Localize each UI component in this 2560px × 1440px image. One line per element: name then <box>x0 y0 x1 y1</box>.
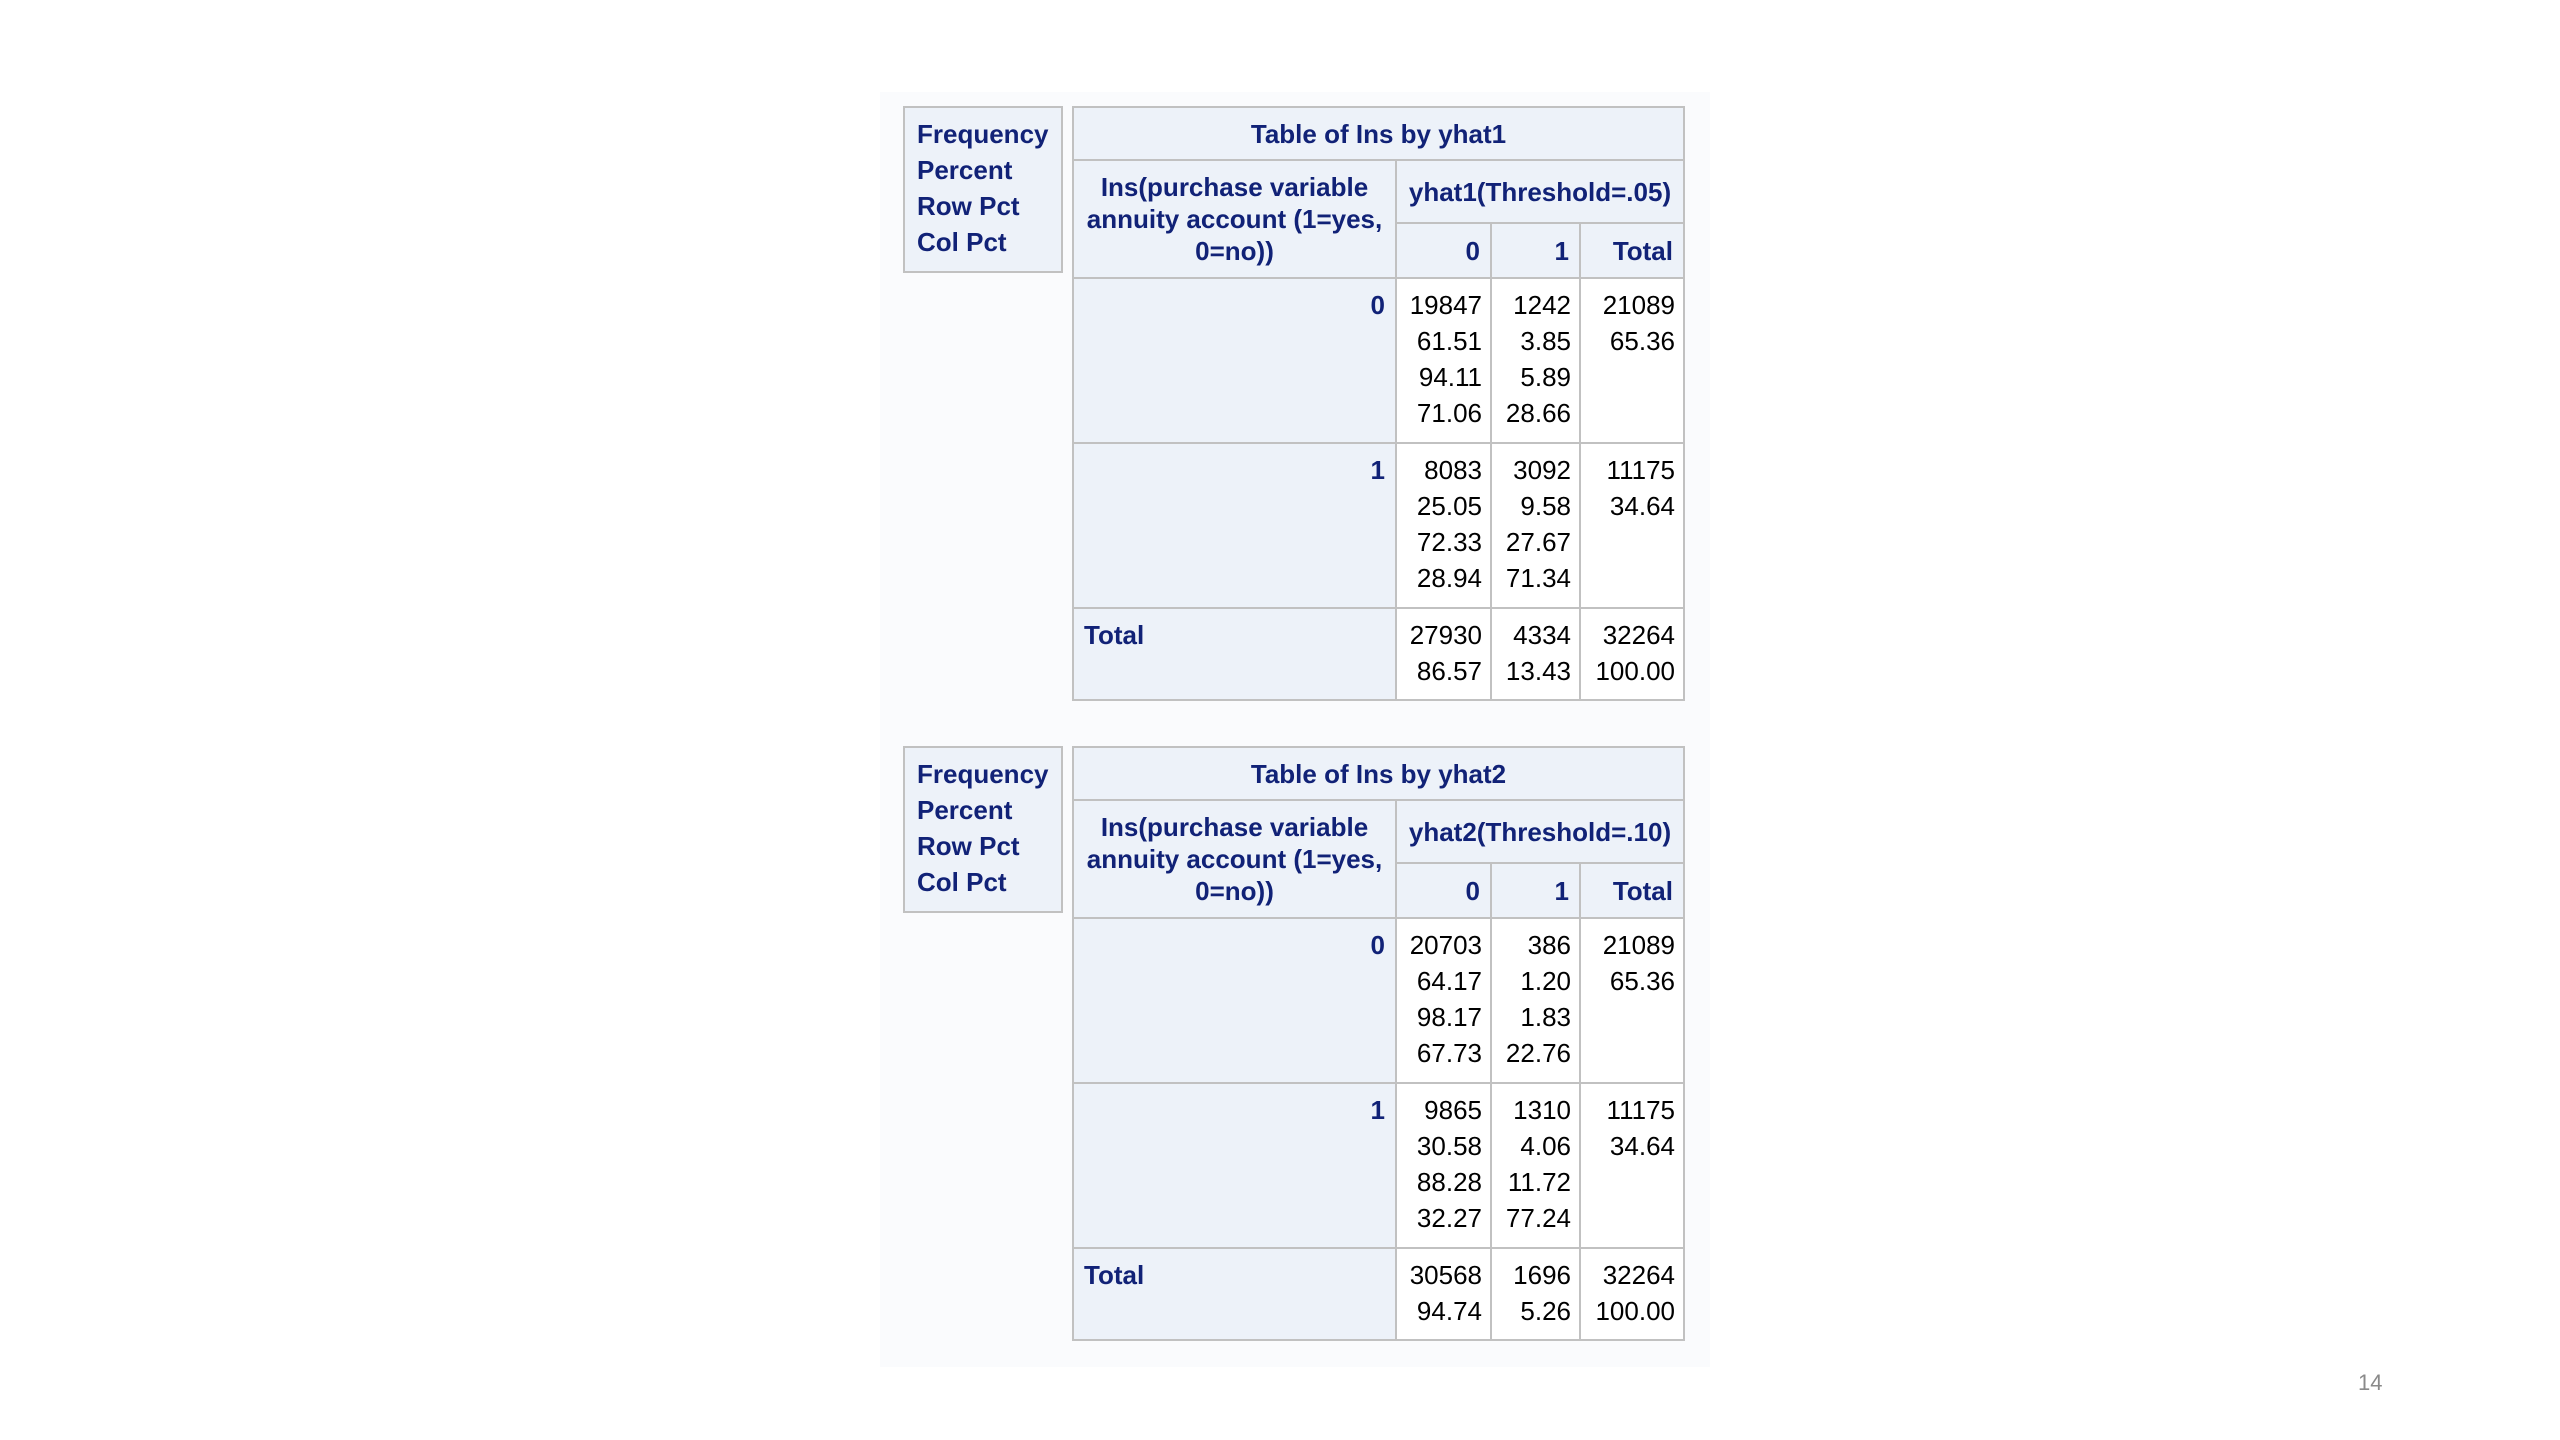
cell-row-pct: 72.33 <box>1416 527 1482 557</box>
legend-percent: Percent <box>917 155 1013 185</box>
page-number: 14 <box>2358 1370 2383 1395</box>
statistics-legend <box>903 106 1063 273</box>
cell-frequency: 30568 <box>1409 1260 1482 1290</box>
cell-col-pct: 32.27 <box>1416 1203 1482 1233</box>
cell-frequency: 11175 <box>1606 455 1675 485</box>
table-row <box>1072 279 1685 444</box>
cell-col-pct: 28.94 <box>1416 563 1482 593</box>
cell-percent: 3.85 <box>1520 326 1571 356</box>
column-header: 1 <box>1492 864 1581 919</box>
cell-frequency: 32264 <box>1602 620 1675 650</box>
table-cell <box>1397 1084 1492 1249</box>
row-label: 1 <box>1072 444 1397 609</box>
cell-percent: 25.05 <box>1416 491 1482 521</box>
column-header: 1 <box>1492 224 1581 279</box>
table-cell <box>1492 919 1581 1084</box>
statistics-legend <box>903 746 1063 913</box>
cell-frequency: 1696 <box>1513 1260 1571 1290</box>
cell-frequency: 11175 <box>1606 1095 1675 1125</box>
table-cell <box>1581 1249 1685 1341</box>
table-cell <box>1397 919 1492 1084</box>
cell-percent: 100.00 <box>1595 656 1675 686</box>
cell-percent: 34.64 <box>1609 491 1675 521</box>
legend-row-pct: Row Pct <box>917 191 1020 221</box>
row-label: 1 <box>1072 1084 1397 1249</box>
cell-percent: 34.64 <box>1609 1131 1675 1161</box>
cell-col-pct: 77.24 <box>1505 1203 1571 1233</box>
table-row <box>1072 919 1685 1084</box>
table-cell <box>1397 279 1492 444</box>
cell-frequency: 32264 <box>1602 1260 1675 1290</box>
total-label: Total <box>1072 609 1397 701</box>
cell-percent: 13.43 <box>1505 656 1571 686</box>
total-row <box>1072 609 1685 701</box>
table-title: Table of Ins by yhat1 <box>1072 106 1685 161</box>
cell-row-pct: 94.11 <box>1418 362 1482 392</box>
cell-percent: 4.06 <box>1520 1131 1571 1161</box>
cell-frequency: 21089 <box>1602 930 1675 960</box>
table-cell <box>1492 1084 1581 1249</box>
cell-percent: 100.00 <box>1595 1296 1675 1326</box>
column-header: Total <box>1581 224 1685 279</box>
cell-frequency: 27930 <box>1409 620 1482 650</box>
column-variable-header: yhat1(Threshold=.05) <box>1397 161 1685 224</box>
column-header: Total <box>1581 864 1685 919</box>
table-cell <box>1581 1084 1685 1249</box>
cell-frequency: 4334 <box>1513 620 1571 650</box>
cell-percent: 64.17 <box>1416 966 1482 996</box>
crosstab-panel <box>880 92 1710 1367</box>
cell-frequency: 8083 <box>1424 455 1482 485</box>
table-cell <box>1581 609 1685 701</box>
cell-row-pct: 98.17 <box>1416 1002 1482 1032</box>
table-title: Table of Ins by yhat2 <box>1072 746 1685 801</box>
cell-percent: 1.20 <box>1520 966 1571 996</box>
total-row <box>1072 1249 1685 1341</box>
table-cell <box>1492 444 1581 609</box>
table-row <box>1072 444 1685 609</box>
cell-row-pct: 1.83 <box>1520 1002 1571 1032</box>
legend-col-pct: Col Pct <box>917 227 1007 257</box>
row-variable-header: Ins(purchase variable annuity account (1=yes, 0=no)) <box>1072 801 1397 919</box>
total-label: Total <box>1072 1249 1397 1341</box>
crosstab-table-2 <box>1072 746 1685 1341</box>
cell-percent: 61.51 <box>1416 326 1482 356</box>
cell-frequency: 1310 <box>1513 1095 1571 1125</box>
cell-frequency: 386 <box>1527 930 1571 960</box>
crosstab-table-1 <box>1072 106 1685 701</box>
legend-row-pct: Row Pct <box>917 831 1020 861</box>
cell-percent: 86.57 <box>1416 656 1482 686</box>
column-header: 0 <box>1397 864 1492 919</box>
cell-frequency: 21089 <box>1602 290 1675 320</box>
cell-percent: 9.58 <box>1520 491 1571 521</box>
row-label: 0 <box>1072 919 1397 1084</box>
cell-frequency: 9865 <box>1424 1095 1482 1125</box>
column-variable-header: yhat2(Threshold=.10) <box>1397 801 1685 864</box>
cell-percent: 94.74 <box>1416 1296 1482 1326</box>
legend-frequency: Frequency <box>917 119 1049 149</box>
cell-row-pct: 88.28 <box>1416 1167 1482 1197</box>
table-cell <box>1581 919 1685 1084</box>
cell-col-pct: 22.76 <box>1505 1038 1571 1068</box>
table-cell <box>1492 279 1581 444</box>
table-cell <box>1581 279 1685 444</box>
table-cell <box>1492 1249 1581 1341</box>
cell-percent: 30.58 <box>1416 1131 1482 1161</box>
table-cell <box>1397 609 1492 701</box>
legend-col-pct: Col Pct <box>917 867 1007 897</box>
cell-row-pct: 27.67 <box>1505 527 1571 557</box>
cell-percent: 65.36 <box>1609 326 1675 356</box>
legend-frequency: Frequency <box>917 759 1049 789</box>
cell-frequency: 20703 <box>1409 930 1482 960</box>
cell-col-pct: 71.34 <box>1505 563 1571 593</box>
table-cell <box>1492 609 1581 701</box>
cell-frequency: 3092 <box>1513 455 1571 485</box>
cell-col-pct: 28.66 <box>1505 398 1571 428</box>
cell-row-pct: 5.89 <box>1520 362 1571 392</box>
table-cell <box>1397 1249 1492 1341</box>
table-cell <box>1397 444 1492 609</box>
cell-col-pct: 71.06 <box>1416 398 1482 428</box>
legend-percent: Percent <box>917 795 1013 825</box>
cell-row-pct: 11.72 <box>1507 1167 1571 1197</box>
cell-percent: 65.36 <box>1609 966 1675 996</box>
row-variable-header: Ins(purchase variable annuity account (1=yes, 0=no)) <box>1072 161 1397 279</box>
row-label: 0 <box>1072 279 1397 444</box>
table-row <box>1072 1084 1685 1249</box>
table-cell <box>1581 444 1685 609</box>
cell-col-pct: 67.73 <box>1416 1038 1482 1068</box>
cell-frequency: 19847 <box>1409 290 1482 320</box>
cell-frequency: 1242 <box>1513 290 1571 320</box>
column-header: 0 <box>1397 224 1492 279</box>
cell-percent: 5.26 <box>1520 1296 1571 1326</box>
